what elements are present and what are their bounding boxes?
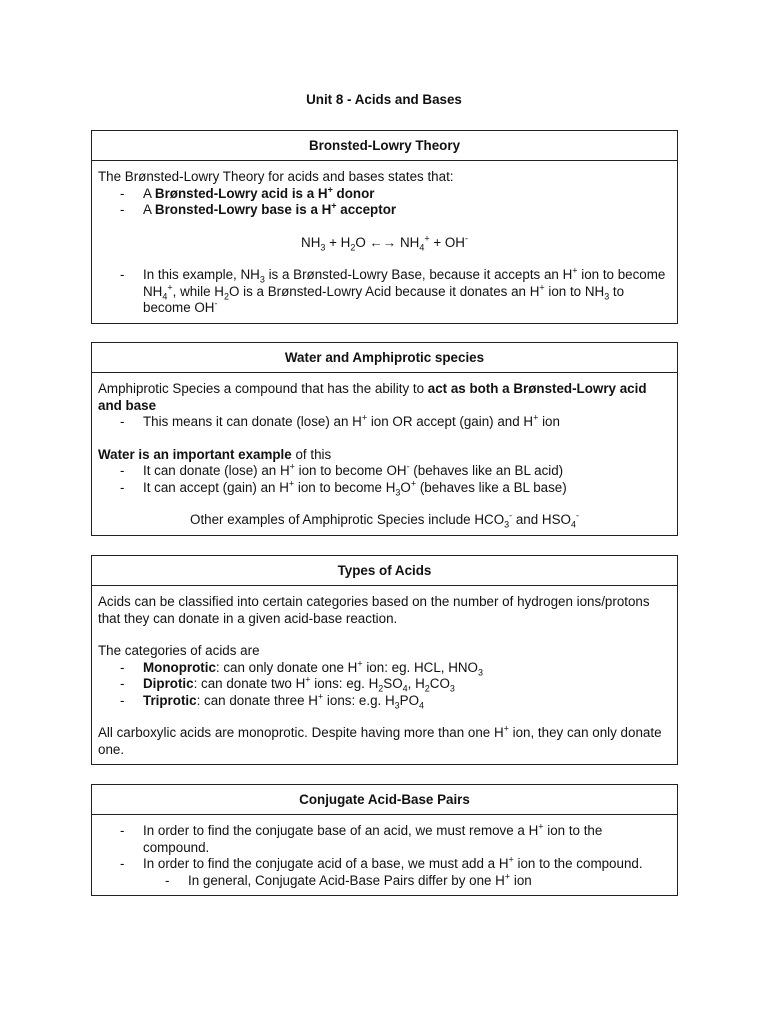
- list-item: - This means it can donate (lose) an H+ ion OR accept (gain) and H+ ion: [98, 414, 671, 431]
- list-item: - A Brønsted-Lowry acid is a H+ donor: [98, 186, 671, 203]
- intro-text: The Brønsted-Lowry Theory for acids and bases states that:: [98, 169, 454, 184]
- list-item: - In this example, $NH_3$ is a Brønsted-Lowry Base, because it accepts an H+ ion to become $NH_4^+$, while $H_2O$ is a Brønsted-Lowry Acid because it donates an H+ ion to $NH_3$ to become OH-: [98, 267, 671, 317]
- list-item: - Monoprotic: can only donate one H+ ion: eg. HCL, $HNO_3$: [98, 660, 671, 677]
- conjugate-pairs-section: [91, 784, 678, 896]
- types-of-acids-section: [91, 555, 678, 765]
- page-title: Unit 8 - Acids and Bases: [306, 92, 462, 107]
- water-amphiprotic-section: [91, 342, 678, 536]
- section-heading: Types of Acids: [92, 556, 677, 586]
- section-heading: Conjugate Acid-Base Pairs: [92, 785, 677, 815]
- section-heading: Bronsted-Lowry Theory: [92, 131, 677, 161]
- chemical-equation: $NH_3 + H_2O$ ←→ $NH_4^+ + OH^-$: [301, 233, 468, 253]
- list-item: - It can donate (lose) an H+ ion to become OH- (behaves like an BL acid): [98, 463, 671, 480]
- other-examples: Other examples of Amphiprotic Species include $HCO_3^-$ and $HSO_4^-$: [190, 510, 579, 530]
- bronsted-lowry-section: [91, 130, 678, 324]
- intro-text: Amphiprotic Species a compound that has the ability to act as both a Brønsted-Lowry acid and base: [98, 381, 647, 413]
- list-item: - Triprotic: can donate three H+ ions: e.g. $H_3PO_4$: [98, 693, 671, 710]
- list-item: - In order to find the conjugate base of an acid, we must remove a H+ ion to the compound.: [98, 823, 671, 856]
- carboxylic-note: All carboxylic acids are monoprotic. Despite having more than one H+ ion, they can only donate one.: [98, 723, 662, 757]
- example-text: Water is an important example of this: [98, 446, 332, 462]
- section-heading: Water and Amphiprotic species: [92, 343, 677, 373]
- nested-list-item: - In general, Conjugate Acid-Base Pairs differ by one H+ ion: [98, 873, 671, 890]
- list-item: - A Bronsted-Lowry base is a H+ acceptor: [98, 202, 671, 219]
- list-item: - It can accept (gain) an H+ ion to become $H_3O^+$ (behaves like a BL base): [98, 480, 671, 497]
- intro-text: Acids can be classified into certain categories based on the number of hydrogen ions/protons that they can donate in a given acid-base reaction.: [98, 594, 650, 626]
- categories-label: The categories of acids are: [98, 643, 260, 658]
- list-item: - Diprotic: can donate two H+ ions: eg. $H_2SO_4$, $H_2CO_3$: [98, 676, 671, 693]
- list-item: - In order to find the conjugate acid of a base, we must add a H+ ion to the compound.: [98, 856, 671, 873]
